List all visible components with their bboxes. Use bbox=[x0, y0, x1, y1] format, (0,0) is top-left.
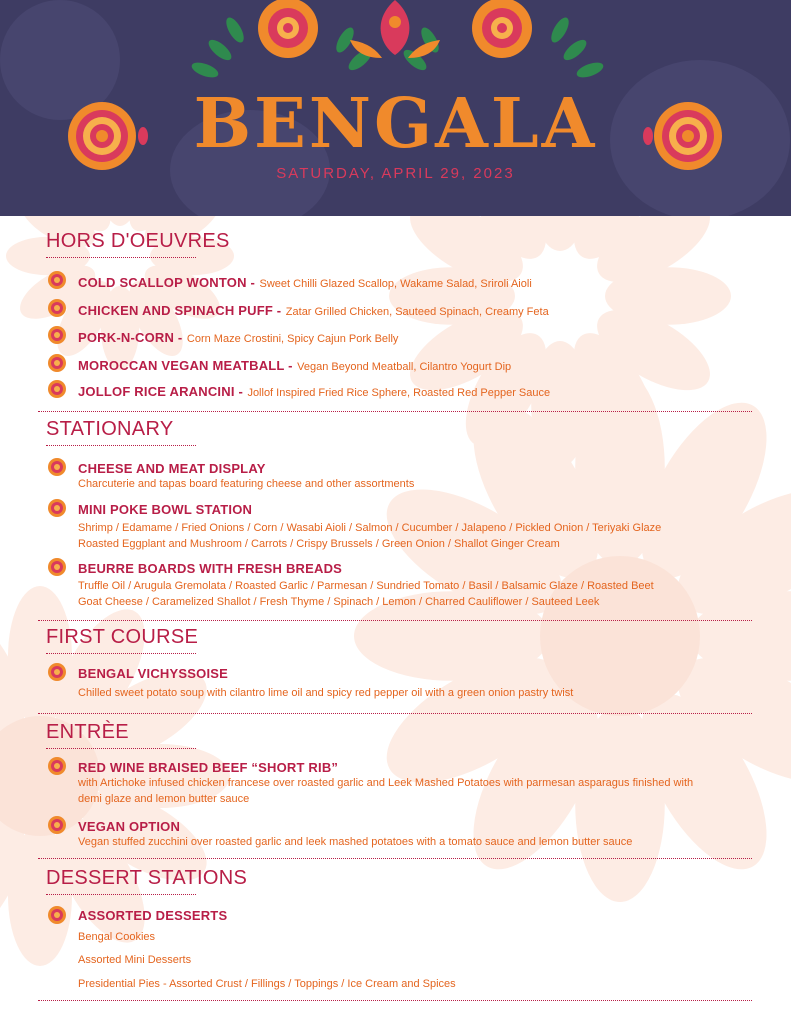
section-underline bbox=[46, 257, 196, 258]
section-underline bbox=[46, 653, 196, 654]
flower-bullet-icon bbox=[47, 353, 67, 373]
item-description-line: with Artichoke infused chicken francese over roasted garlic and Leek Mashed Potatoes with parmesan asparagus finished with bbox=[78, 777, 694, 789]
dessert-line: Bengal Cookies bbox=[78, 931, 156, 943]
item-name: VEGAN OPTION bbox=[78, 819, 181, 834]
menu-item bbox=[78, 329, 758, 347]
item-name: CHICKEN AND SPINACH PUFF - bbox=[78, 303, 282, 318]
flower-bullet-icon bbox=[47, 557, 67, 577]
section-underline bbox=[46, 894, 196, 895]
flower-bullet-icon bbox=[47, 498, 67, 518]
flower-bullet-icon bbox=[47, 270, 67, 290]
item-description-line: Shrimp / Edamame / Fried Onions / Corn / Wasabi Aioli / Salmon / Cucumber / Jalapeno / Pickled Onion / Teriyaki Glaze bbox=[78, 522, 662, 534]
menu-item bbox=[78, 561, 758, 610]
item-name: BEURRE BOARDS WITH FRESH BREADS bbox=[78, 561, 343, 576]
dessert-line: Assorted Mini Desserts bbox=[78, 954, 192, 966]
item-name: COLD SCALLOP WONTON - bbox=[78, 275, 256, 290]
item-description-line: Truffle Oil / Arugula Gremolata / Roasted Garlic / Parmesan / Sundried Tomato / Basil / Balsamic Glaze / Roasted Beet bbox=[78, 580, 654, 592]
section-title-hors-doeuvres: HORS D'OEUVRES bbox=[46, 230, 230, 252]
flower-bullet-icon bbox=[47, 662, 67, 682]
item-name: PORK-N-CORN - bbox=[78, 330, 183, 345]
item-description: Jollof Inspired Fried Rice Sphere, Roasted Red Pepper Sauce bbox=[247, 387, 551, 399]
item-name: RED WINE BRAISED BEEF “SHORT RIB” bbox=[78, 760, 339, 775]
item-description: Vegan Beyond Meatball, Cilantro Yogurt Dip bbox=[297, 361, 512, 373]
section-divider bbox=[38, 1000, 752, 1001]
item-name: ASSORTED DESSERTS bbox=[78, 908, 228, 923]
menu-item bbox=[78, 357, 758, 375]
section-divider bbox=[38, 858, 752, 859]
flower-bullet-icon bbox=[47, 379, 67, 399]
event-title: BENGALA bbox=[193, 84, 598, 164]
item-name: CHEESE AND MEAT DISPLAY bbox=[78, 461, 266, 476]
section-title-dessert-stations: DESSERT STATIONS bbox=[46, 867, 248, 889]
menu-item bbox=[78, 383, 758, 401]
menu-item bbox=[78, 760, 758, 807]
item-description-line: demi glaze and lemon butter sauce bbox=[78, 793, 250, 805]
section-title-stationary: STATIONARY bbox=[46, 418, 174, 440]
flower-bullet-icon bbox=[47, 298, 67, 318]
section-underline bbox=[46, 748, 196, 749]
menu-item bbox=[78, 908, 758, 923]
flower-bullet-icon bbox=[47, 457, 67, 477]
section-divider bbox=[38, 411, 752, 412]
menu-item bbox=[78, 819, 758, 850]
menu-item bbox=[78, 666, 758, 701]
flower-bullet-icon bbox=[47, 815, 67, 835]
item-name: JOLLOF RICE ARANCINI - bbox=[78, 384, 243, 399]
menu-item bbox=[78, 302, 758, 320]
item-description: Vegan stuffed zucchini over roasted garlic and leek mashed potatoes with a tomato sauce and lemon butter sauce bbox=[78, 836, 633, 848]
menu-item bbox=[78, 502, 758, 552]
flower-bullet-icon bbox=[47, 905, 67, 925]
item-description: Sweet Chilli Glazed Scallop, Wakame Salad, Sriroli Aioli bbox=[259, 278, 532, 290]
dessert-line: Presidential Pies - Assorted Crust / Fillings / Toppings / Ice Cream and Spices bbox=[78, 978, 456, 990]
header-banner bbox=[0, 0, 791, 216]
item-description-line: Roasted Eggplant and Mushroom / Carrots / Crispy Brussels / Green Onion / Shallot Ginger Cream bbox=[78, 538, 560, 550]
section-title-entree: ENTRÈE bbox=[46, 721, 129, 743]
item-name: MINI POKE BOWL STATION bbox=[78, 502, 253, 517]
item-description: Corn Maze Crostini, Spicy Cajun Pork Belly bbox=[186, 333, 399, 345]
event-date: SATURDAY, APRIL 29, 2023 bbox=[276, 165, 515, 182]
flower-bullet-icon bbox=[47, 756, 67, 776]
flower-bullet-icon bbox=[47, 325, 67, 345]
item-description-line: Goat Cheese / Caramelized Shallot / Fresh Thyme / Spinach / Lemon / Charred Cauliflower / Sauteed Leek bbox=[78, 596, 600, 608]
item-name: BENGAL VICHYSSOISE bbox=[78, 666, 229, 681]
section-title-first-course: FIRST COURSE bbox=[46, 626, 199, 648]
item-description: Charcuterie and tapas board featuring cheese and other assortments bbox=[78, 478, 415, 490]
item-description: Chilled sweet potato soup with cilantro lime oil and spicy red pepper oil with a green onion pastry twist bbox=[78, 687, 574, 699]
item-description: Zatar Grilled Chicken, Sauteed Spinach, Creamy Feta bbox=[285, 306, 549, 318]
menu-item bbox=[78, 274, 758, 292]
section-underline bbox=[46, 445, 196, 446]
item-name: MOROCCAN VEGAN MEATBALL - bbox=[78, 358, 293, 373]
section-divider bbox=[38, 713, 752, 714]
menu-item bbox=[78, 461, 758, 492]
section-divider bbox=[38, 620, 752, 621]
